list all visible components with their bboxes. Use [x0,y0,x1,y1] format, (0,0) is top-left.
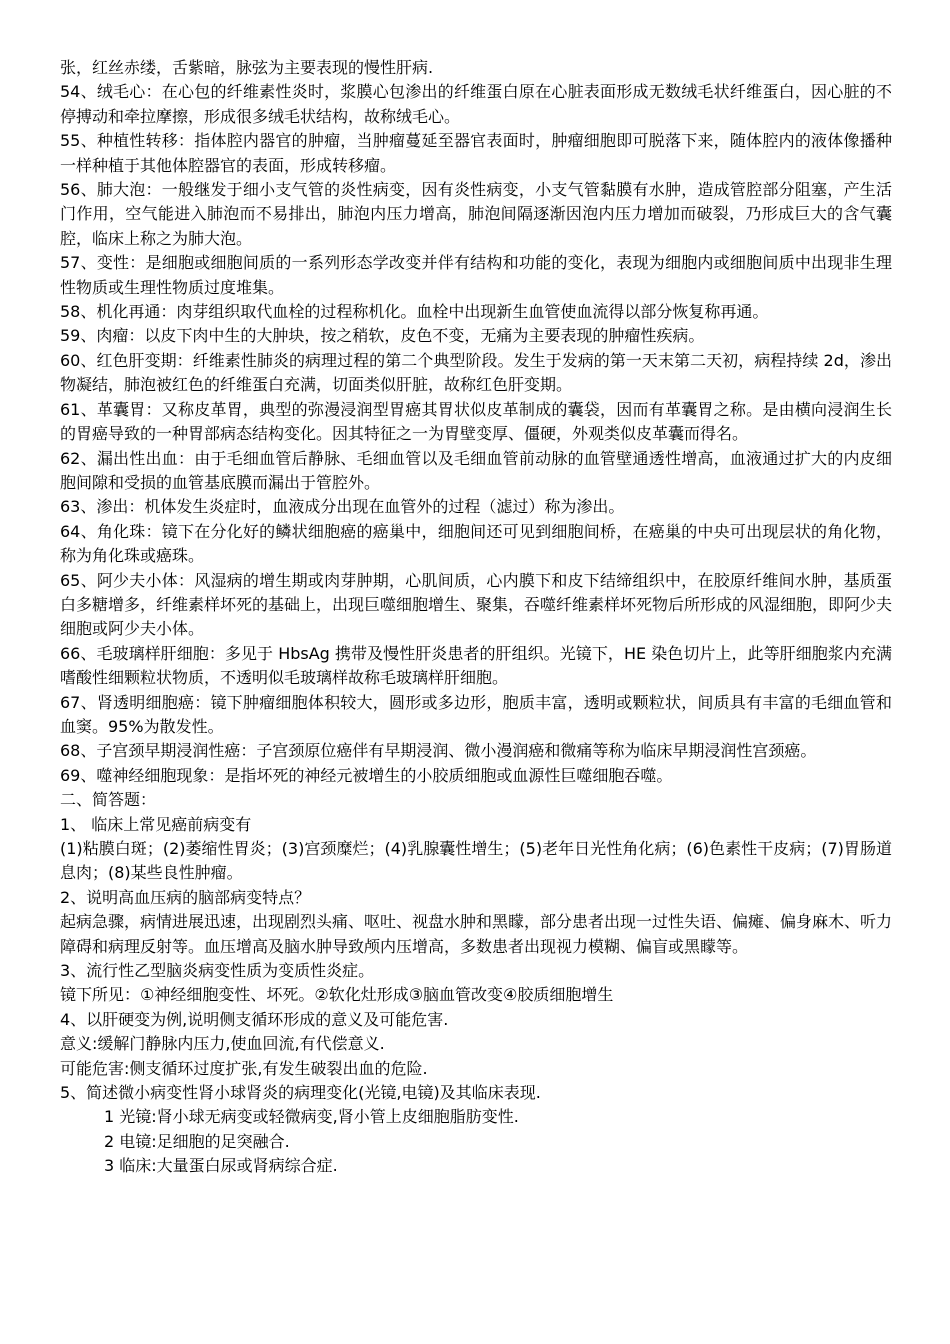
term-65: 65、阿少夫小体：风湿病的增生期或肉芽肿期，心肌间质，心内膜下和皮下结缔组织中，在胶原纤维间水肿，基质蛋白多糖增多，纤维素样坏死的基础上，出现巨噬细胞增生、聚集，吞噬纤维素样坏死物后所形成的风湿细胞，即阿少夫细胞或阿少夫小体。 [60,570,893,639]
term-61: 61、革囊胃：又称皮革胃，典型的弥漫浸润型胃癌其胃状似皮革制成的囊袋，因而有革囊胃之称。是由横向浸润生长的胃癌导致的一种胃部病态结构变化。因其特征之一为胃壁变厚、僵硬，外观类似皮革囊而得名。 [60,399,892,444]
term-68: 68、子宫颈早期浸润性癌：子宫颈原位癌伴有早期浸润、微小漫润癌和微痛等称为临床早期浸润性宫颈癌。 [60,741,817,761]
term-60: 60、红色肝变期：纤维素性肺炎的病理过程的第二个典型阶段。发生于发病的第一天末第二天初，病程持续 2d，渗出物凝结，肺泡被红色的纤维蛋白充满，切面类似肝脏，故称红色肝变期。 [60,350,892,395]
answer-4-meaning: 意义:缓解门静脉内压力,使血回流,有代偿意义. [60,1034,385,1054]
term-55: 55、种植性转移：指体腔内器官的肿瘤，当肿瘤蔓延至器官表面时，肿瘤细胞即可脱落下来，随体腔内的液体像播种一样种植于其他体腔器官的表面，形成转移瘤。 [60,131,892,175]
answer-2: 起病急骤，病情进展迅速，出现剧烈头痛、呕吐、视盘水肿和黑矇，部分患者出现一过性失语、偏瘫、偏身麻木、听力障碍和病理反射等。血压增高及脑水肿导致颅内压增高，多数患者出现视力模糊、偏盲或黑矇等。 [60,912,893,956]
question-1: 1、 临床上常见癌前病变有 [60,814,252,834]
term-63: 63、渗出：机体发生炎症时，血液成分出现在血管外的过程（滤过）称为渗出。 [60,497,625,517]
term-62: 62、漏出性出血：由于毛细血管后静脉、毛细血管以及毛细血管前动脉的血管壁通透性增高，血液通过扩大的内皮细胞间隙和受损的血管基底膜而漏出于管腔外。 [60,448,892,492]
term-69: 69、噬神经细胞现象：是指坏死的神经元被增生的小胶质细胞或血源性巨噬细胞吞噬。 [60,765,673,785]
answer-5-electron-microscope: 2 电镜:足细胞的足突融合. [104,1131,290,1151]
question-3: 3、流行性乙型脑炎病变性质为变质性炎症。 [60,961,375,981]
answer-5-light-microscope: 1 光镜:肾小球无病变或轻微病变,肾小管上皮细胞脂肪变性. [104,1107,519,1127]
term-59: 59、肉瘤：以皮下肉中生的大肿块，按之稍软，皮色不变，无痛为主要表现的肿瘤性疾病。 [60,326,705,346]
term-67: 67、肾透明细胞癌：镜下肿瘤细胞体积较大，圆形或多边形，胞质丰富，透明或颗粒状，间质具有丰富的毛细血管和血窦。95%为散发性。 [60,692,892,736]
term-64: 64、角化珠：镜下在分化好的鳞状细胞癌的癌巢中，细胞间还可见到细胞间桥，在癌巢的中央可出现层状的角化物，称为角化珠或癌珠。 [60,521,892,566]
section-heading: 二、简答题： [60,790,157,810]
term-66: 66、毛玻璃样肝细胞：多见于 HbsAg 携带及慢性肝炎患者的肝组织。光镜下，HE 染色切片上，此等肝细胞浆内充满嗜酸性细颗粒状物质，不透明似毛玻璃样故称毛玻璃样肝细胞。 [60,643,892,688]
answer-4-risk: 可能危害:侧支循环过度扩张,有发生破裂出血的危险. [60,1058,428,1078]
question-5: 5、简述微小病变性肾小球肾炎的病理变化(光镜,电镜)及其临床表现. [60,1083,541,1103]
term-54: 54、绒毛心：在心包的纤维素性炎时，浆膜心包渗出的纤维蛋白原在心脏表面形成无数绒毛状纤维蛋白，因心脏的不停搏动和牵拉摩擦，形成很多绒毛状结构，故称绒毛心。 [60,82,892,126]
answer-1: (1)粘膜白斑；(2)萎缩性胃炎；(3)宫颈糜烂；(4)乳腺囊性增生；(5)老年日光性角化病；(6)色素性干皮病；(7)胃肠道息肉；(8)某些良性肿瘤。 [60,839,892,883]
term-57: 57、变性：是细胞或细胞间质的一系列形态学改变并伴有结构和功能的变化，表现为细胞内或细胞间质中出现非生理性物质或生理性物质过度堆集。 [60,253,892,297]
question-4: 4、以肝硬变为例,说明侧支循环形成的意义及可能危害. [60,1009,449,1029]
answer-5-clinical: 3 临床:大量蛋白尿或肾病综合症. [104,1156,338,1176]
term-56: 56、肺大泡：一般继发于细小支气管的炎性病变，因有炎性病变，小支气管黏膜有水肿，造成管腔部分阻塞，产生活门作用，空气能进入肺泡而不易排出，肺泡内压力增高，肺泡间隔逐渐因泡内压力增加而破裂，乃形成巨大的含气囊腔，临床上称之为肺大泡。 [60,180,892,248]
text-cont-53: 张，红丝赤缕，舌紫暗，脉弦为主要表现的慢性肝病. [60,58,434,77]
question-2: 2、说明高血压病的脑部病变特点？ [60,887,311,907]
answer-3: 镜下所见：①神经细胞变性、坏死。②软化灶形成③脑血管改变④胶质细胞增生 [60,985,614,1005]
term-58: 58、机化再通：肉芽组织取代血栓的过程称机化。血栓中出现新生血管使血流得以部分恢复称再通。 [60,302,769,322]
